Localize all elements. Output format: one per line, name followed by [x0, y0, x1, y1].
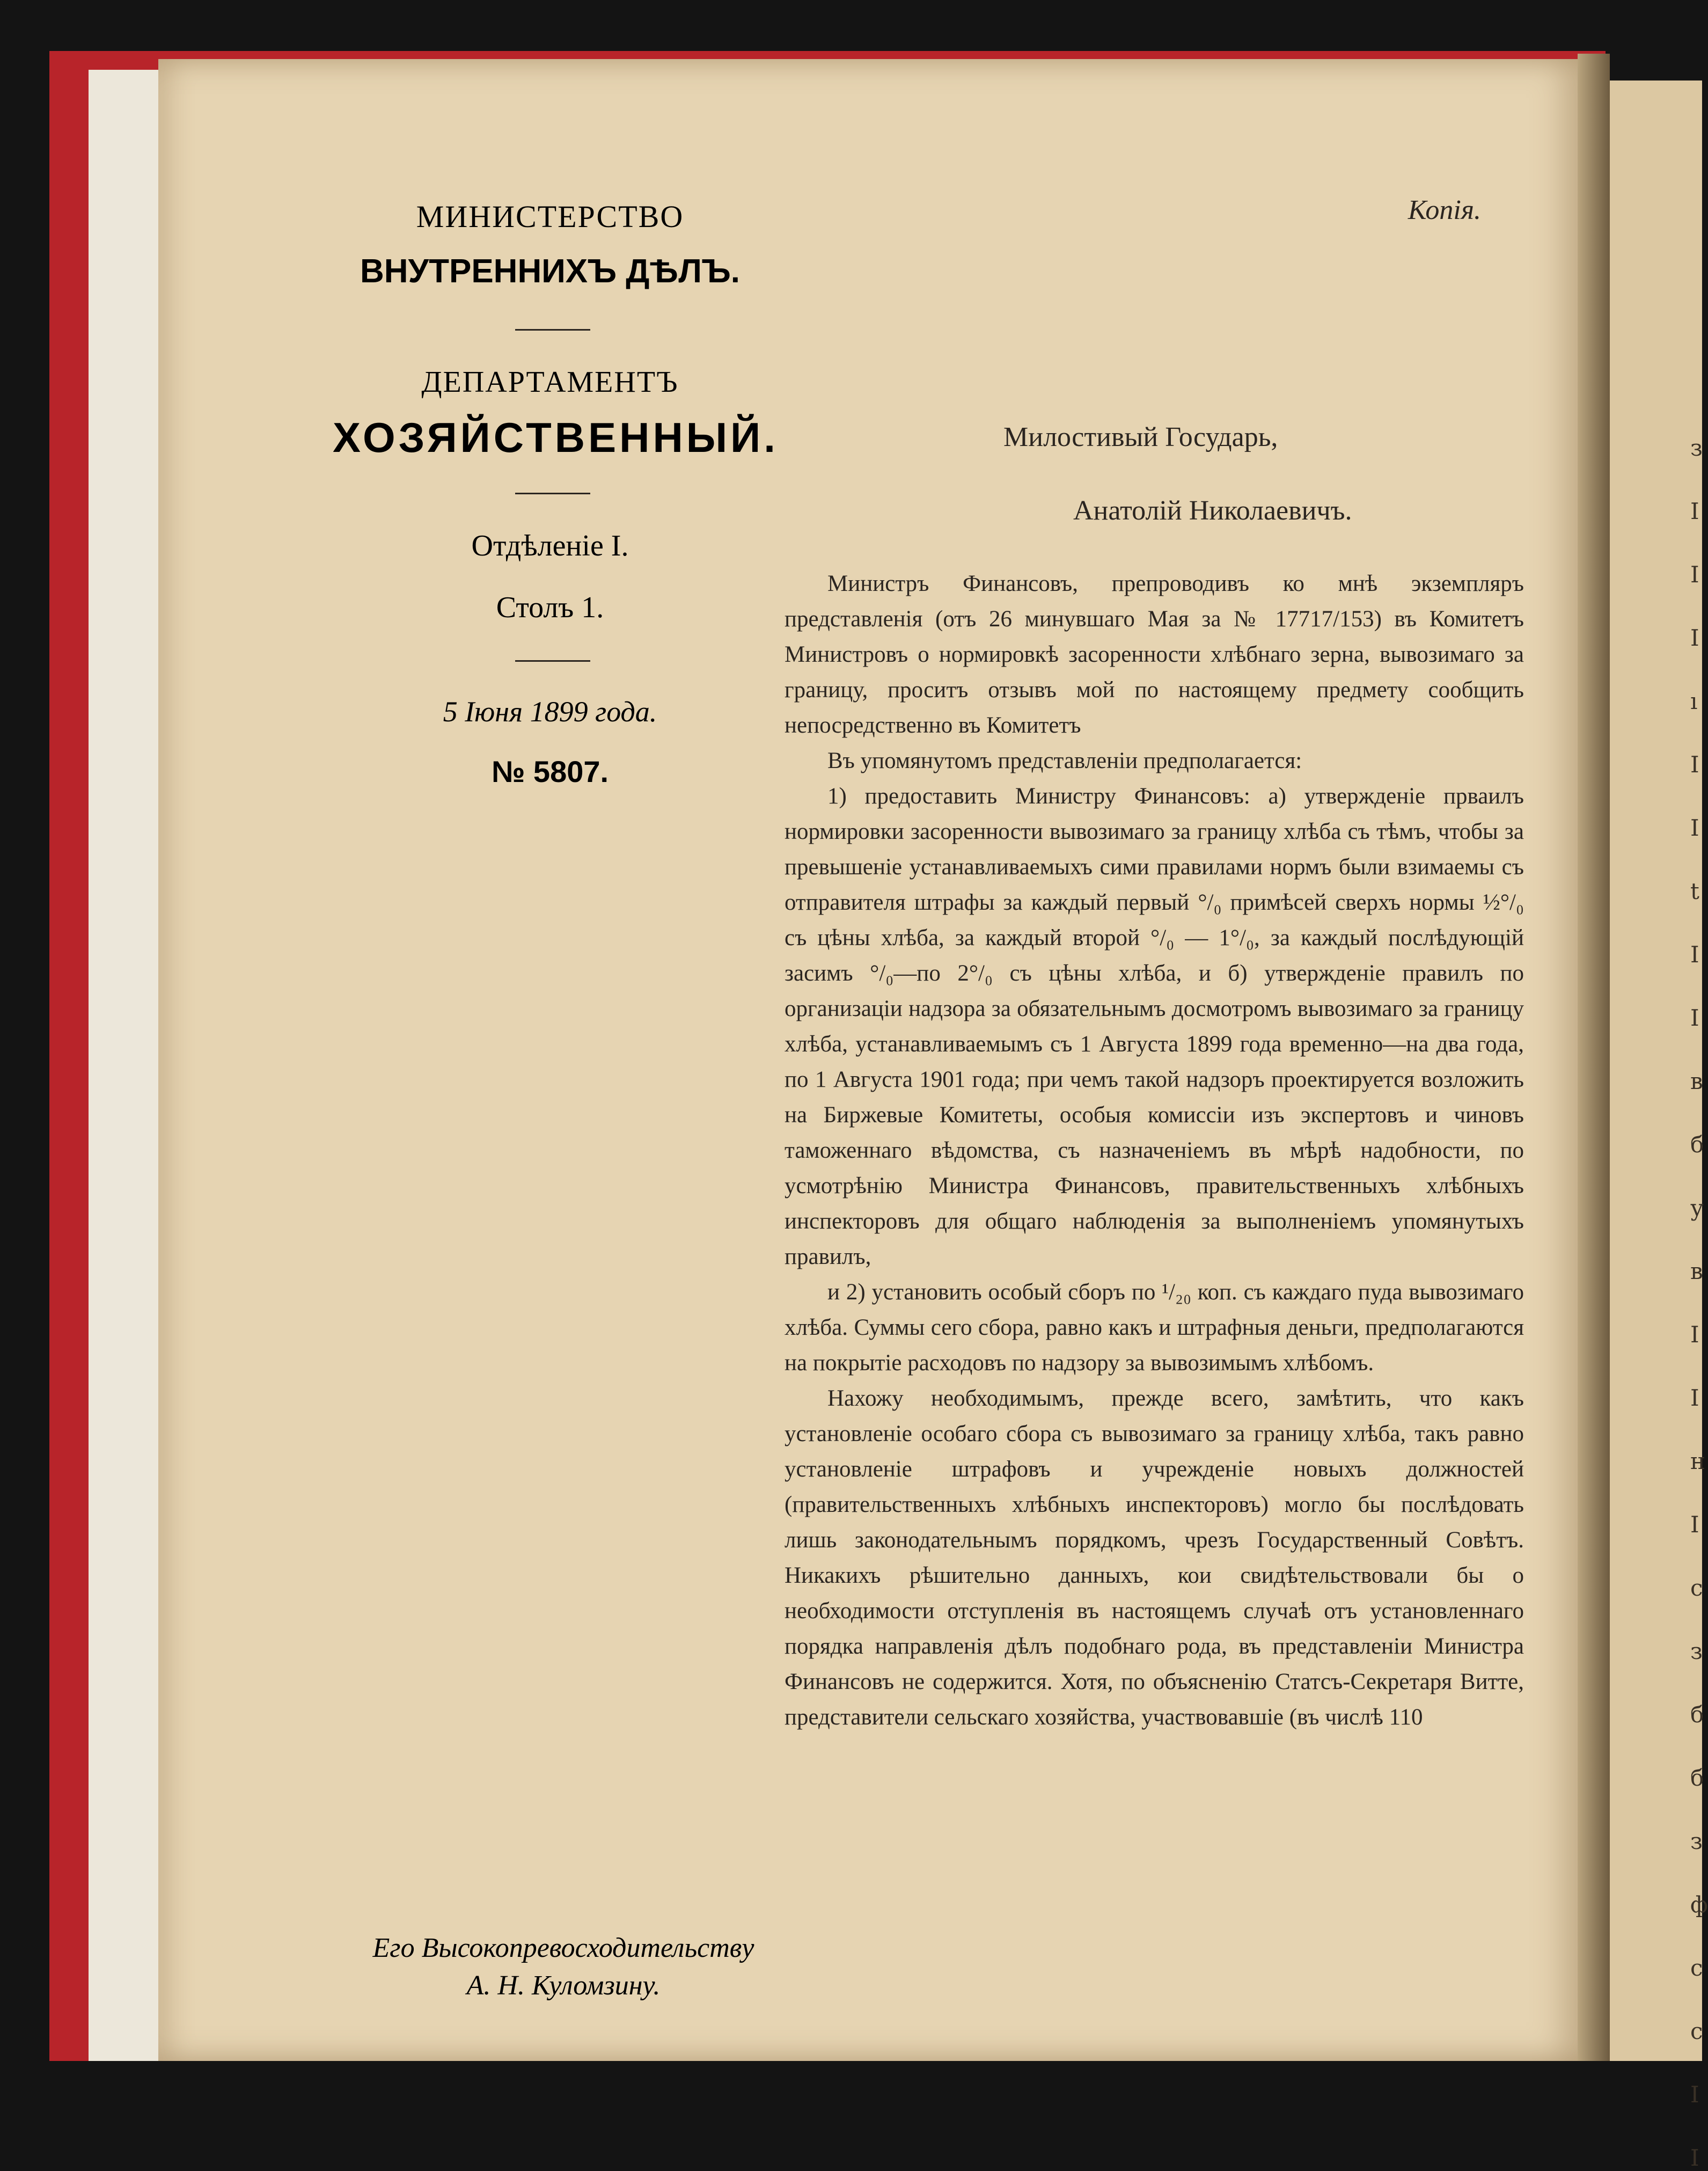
salutation: Милостивый Государь,	[1003, 422, 1278, 452]
next-page-fragment: н	[1690, 1448, 1705, 1474]
next-page-fragment: б	[1690, 1765, 1704, 1791]
next-page-fragment: t	[1690, 878, 1699, 904]
next-page-fragment: з	[1690, 1638, 1703, 1664]
next-page-fragment: б	[1690, 1131, 1704, 1158]
next-page-fragment: I	[1690, 1385, 1699, 1411]
paragraph-5: Нахожу необходимымъ, прежде всего, замѣтить, что какъ установленіе особаго сбора съ вывозимаго за границу хлѣба, такъ равно установленіе штрафовъ и учрежденіе новыхъ должностей (правительственныхъ хлѣбныхъ инспекторовъ) могло бы послѣдовать лишь законодательнымъ порядкомъ, чрезъ Государственный Совѣтъ. Никакихъ рѣшительно данныхъ, кои свидѣтельствовали бы о необходимости отступленія въ настоящемъ случаѣ отъ установленнаго порядка направленія дѣлъ подобнаго рода, въ представленіи Министра Финансовъ не содержится. Хотя, по объясненію Статсъ-Секретаря Витте, представители сельскаго хозяйства, участвовавшіе (въ числѣ 110	[785, 1386, 1524, 1730]
next-page-fragment: ı	[1690, 688, 1698, 714]
next-page-fragment: I	[1690, 625, 1699, 651]
addressee-salutation-name: Анатолій Николаевичъ.	[1073, 495, 1352, 526]
addressee-name: А. Н. Куломзину.	[466, 1970, 661, 2001]
paragraph-4: и 2) установить особый сборъ по ¹/₂₀ коп. съ каждаго пуда вывозимаго хлѣба. Суммы сего сбора, равно какъ и штрафныя деньги, предполагаются на покрытіе расходовъ по надзору за вывозимымъ хлѣбомъ.	[785, 1280, 1524, 1376]
next-page-fragment: I	[1690, 2145, 1699, 2171]
paragraph-1: Министръ Финансовъ, препроводивъ ко мнѣ экземпляръ представленія (отъ 26 минувшаго Мая за № 17717/153) въ Комитетъ Министровъ о нормировкѣ засоренности хлѣбнаго зерна, вывозимаго за границу, проситъ отзывъ мой по настоящему предмету сообщить непосредственно въ Комитетъ	[785, 571, 1524, 738]
ministry-name: ВНУТРЕННИХЪ ДѢЛЪ.	[360, 253, 740, 290]
next-page-fragment: с	[1690, 1955, 1703, 1981]
next-page-fragment: у	[1690, 1195, 1704, 1221]
divider-3	[515, 660, 590, 662]
paragraph-3: 1) предоставить Министру Финансовъ: а) утвержденіе прваилъ нормировки засоренности вывозимаго за границу хлѣба съ тѣмъ, чтобы за превышеніе устанавливаемыхъ сими правилами нормъ были взимаемы съ отправителя штрафы за каждый первый °/₀ примѣсей сверхъ нормы ½°/₀ съ цѣны хлѣба, за каждый второй °/₀ — 1°/₀, за каждый послѣдующій засимъ °/₀—по 2°/₀ съ цѣны хлѣба, и б) утвержденіе правилъ по организаціи надзора за обязательнымъ досмотромъ вывозимаго за границу хлѣба, устанавливаемымъ съ 1 Августа 1899 года временно—на два года, по 1 Августа 1901 года; при чемъ такой надзоръ проектируется возложить на Биржевые Комитеты, особыя комиссіи изъ экспертовъ и чиновъ таможеннаго вѣдомства, съ назначеніемъ въ мѣрѣ надобности, по усмотрѣнію Министра Финансовъ, правительственныхъ хлѣбныхъ инспекторовъ для общаго наблюденія за выполненіемъ упомянутыхъ правилъ,	[785, 784, 1524, 1269]
next-page-fragment: I	[1690, 561, 1699, 588]
next-page-fragment: в	[1690, 1068, 1703, 1094]
next-page-fragment: в	[1690, 1258, 1703, 1284]
document-date: 5 Іюня 1899 года.	[443, 696, 657, 728]
copy-mark: Копія.	[1408, 195, 1481, 225]
next-page-fragment: I	[1690, 1005, 1699, 1031]
section-label: Отдѣленіе I.	[471, 529, 629, 562]
next-page-fragment: б	[1690, 1701, 1704, 1728]
next-page-fragment: ф	[1690, 1891, 1708, 1918]
ministry-heading: МИНИСТЕРСТВО	[416, 199, 684, 234]
divider-2	[515, 493, 590, 494]
next-page-fragment: з	[1690, 435, 1703, 461]
next-page-fragment: с	[1690, 1575, 1703, 1601]
divider-1	[515, 329, 590, 331]
next-page-fragment: I	[1690, 815, 1699, 841]
addressee-title: Его Высокопревосходительству	[372, 1933, 754, 1963]
next-page-fragment: I	[1690, 1511, 1699, 1538]
desk-label: Столъ 1.	[496, 591, 604, 624]
next-page-fragment: I	[1690, 941, 1699, 968]
page-gutter	[1578, 54, 1610, 2061]
next-page-fragment: з	[1690, 1828, 1703, 1854]
next-page-edge	[1599, 81, 1708, 2171]
department-heading: ДЕПАРТАМЕНТЪ	[421, 366, 679, 399]
spine-strip	[89, 70, 161, 2061]
document-number: № 5807.	[491, 755, 609, 788]
paragraph-2: Въ упомянутомъ представленіи предполагается:	[827, 748, 1302, 773]
next-page-fragment: I	[1690, 498, 1699, 524]
letter-body	[785, 566, 1524, 1735]
next-page-fragment: с	[1690, 2018, 1703, 2044]
department-name: ХОЗЯЙСТВЕННЫЙ.	[333, 414, 779, 461]
next-page-fragment: I	[1690, 751, 1699, 778]
next-page-fragment: I	[1690, 2081, 1699, 2108]
next-page-fragment: I	[1690, 1321, 1699, 1348]
